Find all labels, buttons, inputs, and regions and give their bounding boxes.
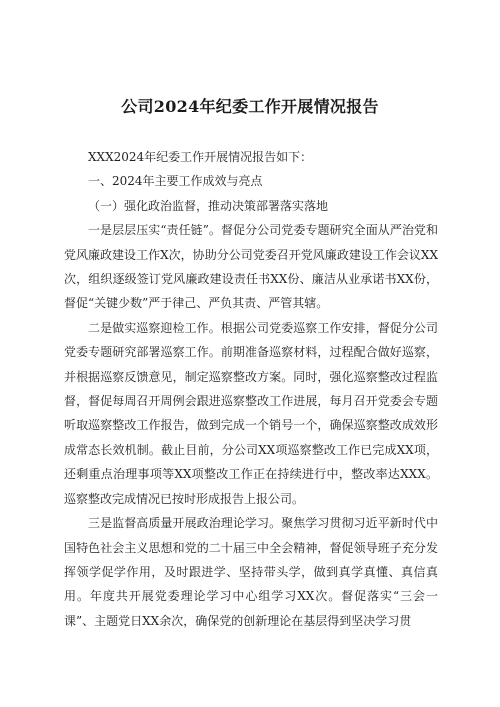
intro-line: XXX2024年纪委工作开展情况报告如下： xyxy=(88,150,313,164)
paragraph-responsibility: 一是层层压实“责任链”。督促分公司党委专题研究全面从严治党和党风廉政建设工作X次，协助分公司党委召开党风廉政建设工作会议XX次，组织逐级签订党风廉政建设责任书XX份、廉洁从业承诺书XX份，督促“关键少数”严于律己、严负其责、严管其辖。 xyxy=(64,223,438,311)
paragraph-political-study: 三是监督高质量开展政治理论学习。聚焦学习贯彻习近平新时代中国特色社会主义思想和党的二十届三中全会精神，督促领导班子充分发挥领学促学作用，及时跟进学、坚持带头学，做到真学真懂、真信真用。年度共开展党委理论学习中心组学习XX次。督促落实“三会一课”、主题党日XX余次，确保党的创新理论在基层得到坚决学习贯 xyxy=(64,516,438,628)
document-title: 公司2024年纪委工作开展情况报告 xyxy=(121,97,379,116)
section-heading: 一、2024年主要工作成效与亮点 xyxy=(88,174,263,189)
paragraph-inspection: 二是做实巡察迎检工作。根据公司党委巡察工作安排，督促分公司党委专题研究部署巡察工作。前期准备巡察材料，过程配合做好巡察，并根据巡察反馈意见，制定巡察整改方案。同时，强化巡察整改过程监督，督促每周召开周例会跟进巡察整改工作进展，每月召开党委会专题听取巡察整改工作报告，做到完成一个销号一个，确保巡察整改成效形成常态长效机制。截止目前，分公司XX项巡察整改工作已完成XX项，还剩重点治理事项等XX项整改工作正在持续进行中，整改率达XXX。巡察整改完成情况已按时形成报告上报公司。 xyxy=(64,320,438,506)
subsection-heading: （一）强化政治监督，推动决策部署落实落地 xyxy=(88,198,329,213)
document-body xyxy=(64,145,438,633)
